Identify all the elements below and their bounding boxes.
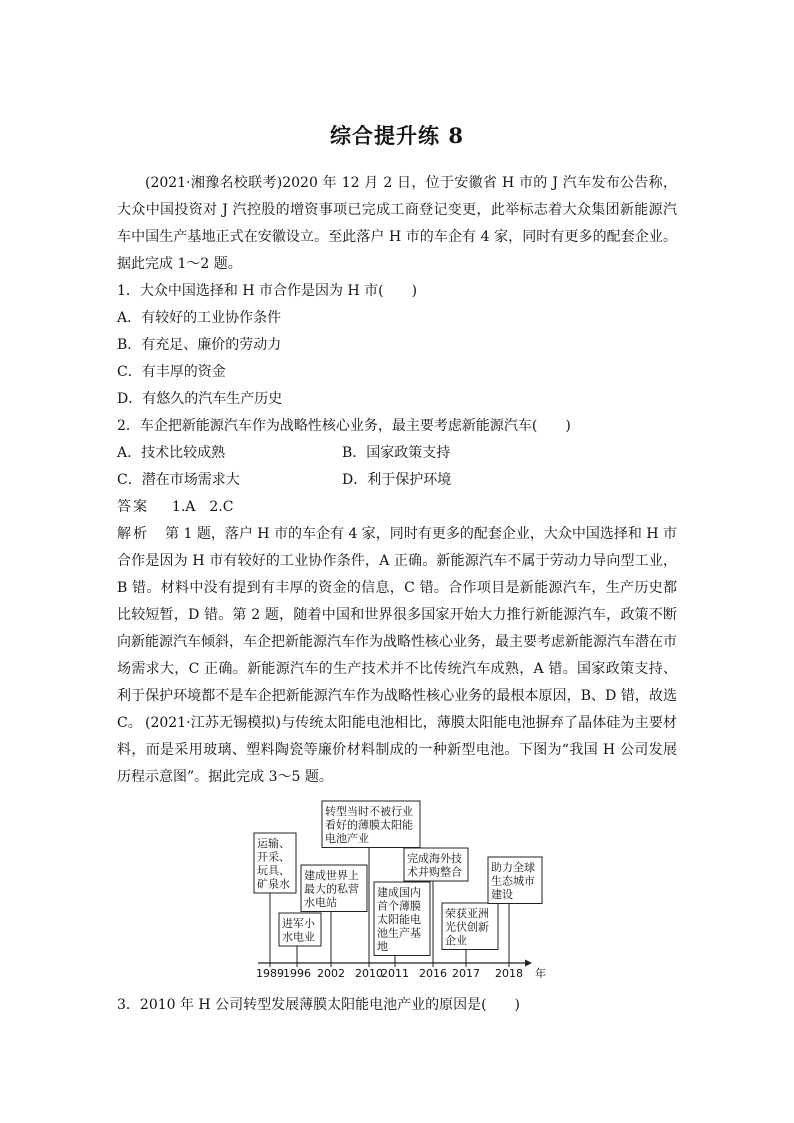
timeline-event-text: 电池产业: [325, 832, 369, 845]
intro-passage-1: (2021·湘豫名校联考)2020 年 12 月 2 日，位于安徽省 H 市的 J 汽车发布公告称，大众中国投资对 J 汽控股的增资事项已完成工商登记变更，此举标志着大众集团新能源汽车中国生产基地正式在安徽设立。至此落户 H 市的车企有 4 家，同时有更多的配套企业。据此完成 1～2 题。: [117, 175, 677, 272]
question-2-option-c: C．潜在市场需求大: [117, 472, 240, 488]
timeline-year-label: 2016: [419, 967, 447, 980]
timeline-event-text: 完成海外技: [407, 852, 462, 865]
question-2-option-d: D．利于保护环境: [342, 472, 452, 488]
question-1-option-c: C．有丰厚的资金: [117, 364, 226, 380]
timeline-event-text: 运输、: [257, 837, 290, 850]
timeline-event-text: 最大的私营: [304, 882, 359, 896]
question-2-option-b: B．国家政策支持: [342, 445, 451, 461]
analysis-label: 解析: [117, 526, 150, 542]
question-1-option-d: D．有悠久的汽车生产历史: [117, 391, 283, 407]
timeline-event-text: 地: [377, 940, 388, 953]
timeline-year-label: 2017: [452, 967, 480, 980]
answer-label: 答案: [117, 499, 149, 515]
timeline-event-text: 池生产基: [377, 926, 421, 940]
question-1-option-b: B．有充足、廉价的劳动力: [117, 337, 282, 353]
timeline-year-label: 1989: [256, 967, 284, 980]
timeline-year-label: 2010: [355, 967, 383, 980]
timeline-event-text: 水电业: [282, 930, 315, 944]
timeline-year-label: 2011: [381, 967, 409, 980]
analysis-block: [117, 521, 677, 737]
timeline-year-label: 2018: [495, 967, 523, 980]
timeline-event-text: 助力全球: [491, 861, 535, 874]
timeline-unit-label: 年: [535, 967, 546, 980]
timeline-event-text: 开采、: [257, 850, 290, 864]
timeline-event-text: 玩具、: [257, 864, 290, 877]
timeline-event-text: 建设: [491, 888, 513, 901]
answer-row: [117, 494, 233, 521]
timeline-event-text: 建成世界上: [304, 869, 359, 882]
timeline-event-text: 光伏创新: [445, 920, 489, 934]
timeline-event-text: 转型当时不被行业: [325, 805, 413, 818]
timeline-diagram: [0, 795, 794, 985]
question-1-option-a: A．有较好的工业协作条件: [117, 310, 282, 326]
page-title: 综合提升练 8: [330, 123, 464, 148]
timeline-event-text: 生态城市: [491, 874, 535, 888]
timeline-event-text: 看好的薄膜太阳能: [325, 818, 413, 832]
timeline-event-text: 进军小: [282, 917, 315, 930]
question-1-stem: 1．大众中国选择和 H 市合作是因为 H 市( ): [117, 283, 418, 299]
timeline-event-text: 矿泉水: [257, 877, 290, 891]
question-2-option-a: A．技术比较成熟: [117, 445, 226, 461]
timeline-event-text: 企业: [445, 934, 467, 947]
timeline-event-text: 水电站: [304, 896, 337, 909]
timeline-event-text: 首个薄膜: [377, 899, 421, 913]
timeline-event-text: 太阳能电: [377, 913, 421, 926]
question-2-stem: 2．车企把新能源汽车作为战略性核心业务，最主要考虑新能源汽车( ): [117, 418, 571, 434]
timeline-arrow: [525, 960, 532, 967]
question-3-stem: 3．2010 年 H 公司转型发展薄膜太阳能电池产业的原因是( ): [117, 997, 521, 1013]
timeline-year-label: 2002: [317, 967, 345, 980]
answer-value: 1.A 2.C: [171, 499, 234, 515]
timeline-year-label: 1996: [283, 967, 311, 980]
timeline-event-text: 荣获亚洲: [445, 907, 489, 920]
intro-passage-2: (2021·江苏无锡模拟)与传统太阳能电池相比，薄膜太阳能电池摒弃了晶体硅为主要材料，而是采用玻璃、塑料陶瓷等廉价材料制成的一种新型电池。下图为“我国 H 公司发展历程示意图”。据此完成 3～5 题。: [117, 715, 677, 785]
timeline-event-text: 术并购整合: [407, 865, 462, 879]
analysis-text: 第 1 题，落户 H 市的车企有 4 家，同时有更多的配套企业，大众中国选择和 H 市合作是因为 H 市有较好的工业协作条件，A 正确。新能源汽车不属于劳动力导向型工业，B 错。材料中没有提到有丰厚的资金的信息，C 错。合作项目是新能源汽车，生产历史都比较短暂，D 错。第 2 题，随着中国和世界很多国家开始大力推行新能源汽车，政策不断向新能源汽车倾斜，车企把新能源汽车作为战略性核心业务，最主要考虑新能源汽车潜在市场需求大，C 正确。新能源汽车的生产技术并不比传统汽车成熟，A 错。国家政策支持、利于保护环境都不是车企把新能源汽车作为战略性核心业务的最根本原因，B、D 错，故选 C。: [117, 526, 677, 731]
timeline-event-text: 建成国内: [377, 886, 421, 899]
